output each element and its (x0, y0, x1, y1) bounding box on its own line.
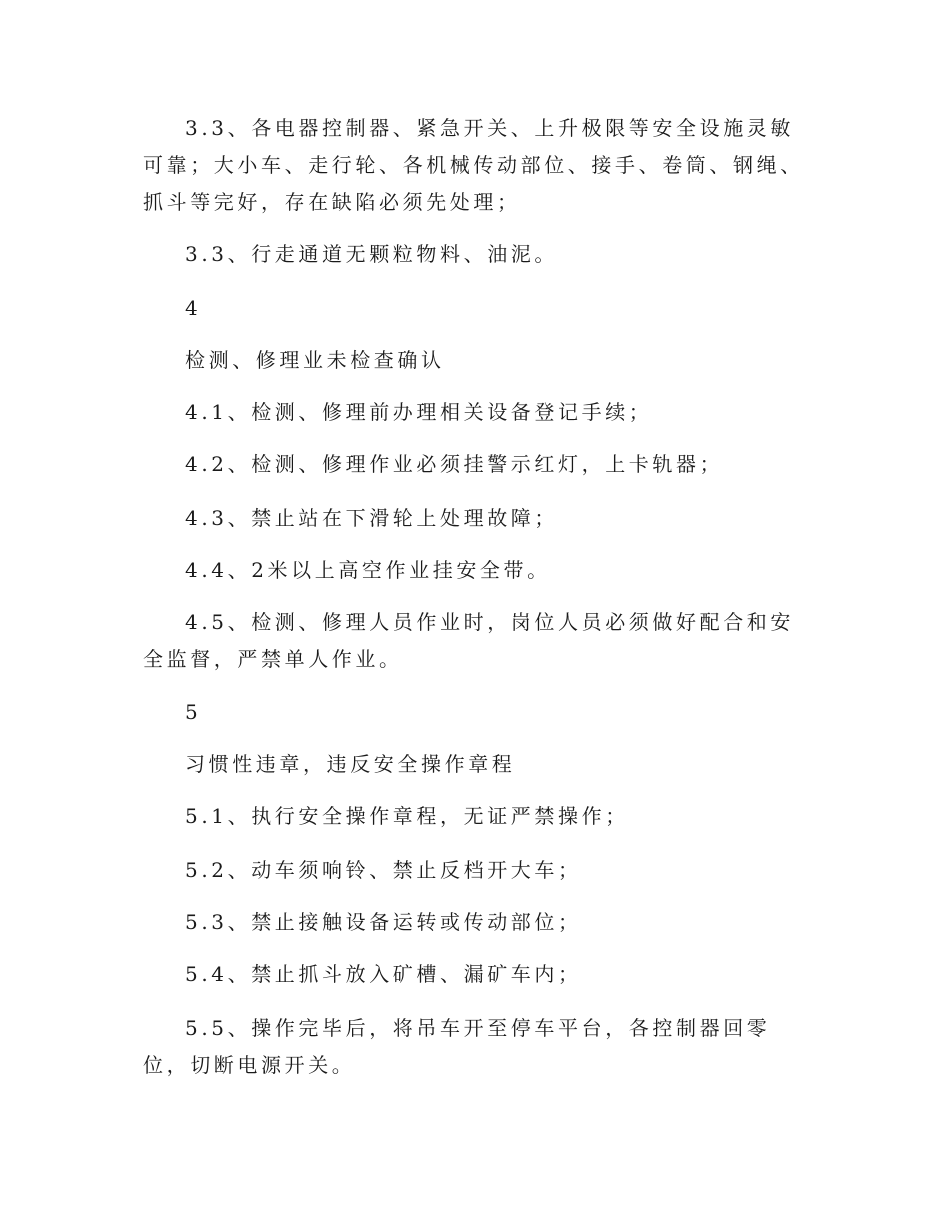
section-heading-4: 检测、修理业未检查确认 (185, 348, 445, 372)
paragraph-3-3-safety-devices: 3.3、各电器控制器、紧急开关、上升极限等安全设施灵敏可靠；大小车、走行轮、各机械传动部位、接手、卷筒、钢绳、抓斗等完好，存在缺陷必须先处理； (143, 116, 804, 214)
paragraph-5-4: 5.4、禁止抓斗放入矿槽、漏矿车内； (185, 962, 582, 986)
paragraph-5-1: 5.1、执行安全操作章程，无证严禁操作； (185, 804, 629, 828)
paragraph-4-4: 4.4、2米以上高空作业挂安全带。 (185, 558, 551, 582)
paragraph-3-3-walkway: 3.3、行走通道无颗粒物料、油泥。 (185, 242, 559, 266)
section-heading-5: 习惯性违章，违反安全操作章程 (185, 752, 516, 776)
paragraph-5-3: 5.3、禁止接触设备运转或传动部位； (185, 910, 582, 934)
paragraph-5-5: 5.5、操作完毕后，将吊车开至停车平台，各控制器回零位，切断电源开关。 (143, 1016, 771, 1077)
paragraph-4-1: 4.1、检测、修理前办理相关设备登记手续； (185, 400, 653, 424)
section-number-5: 5 (185, 700, 202, 724)
section-number-4: 4 (185, 296, 202, 320)
paragraph-4-5: 4.5、检测、修理人员作业时，岗位人员必须做好配合和安全监督，严禁单人作业。 (143, 610, 795, 671)
paragraph-4-3: 4.3、禁止站在下滑轮上处理故障； (185, 506, 559, 530)
paragraph-5-2: 5.2、动车须响铃、禁止反档开大车； (185, 858, 582, 882)
paragraph-4-2: 4.2、检测、修理作业必须挂警示红灯，上卡轨器； (185, 452, 724, 476)
